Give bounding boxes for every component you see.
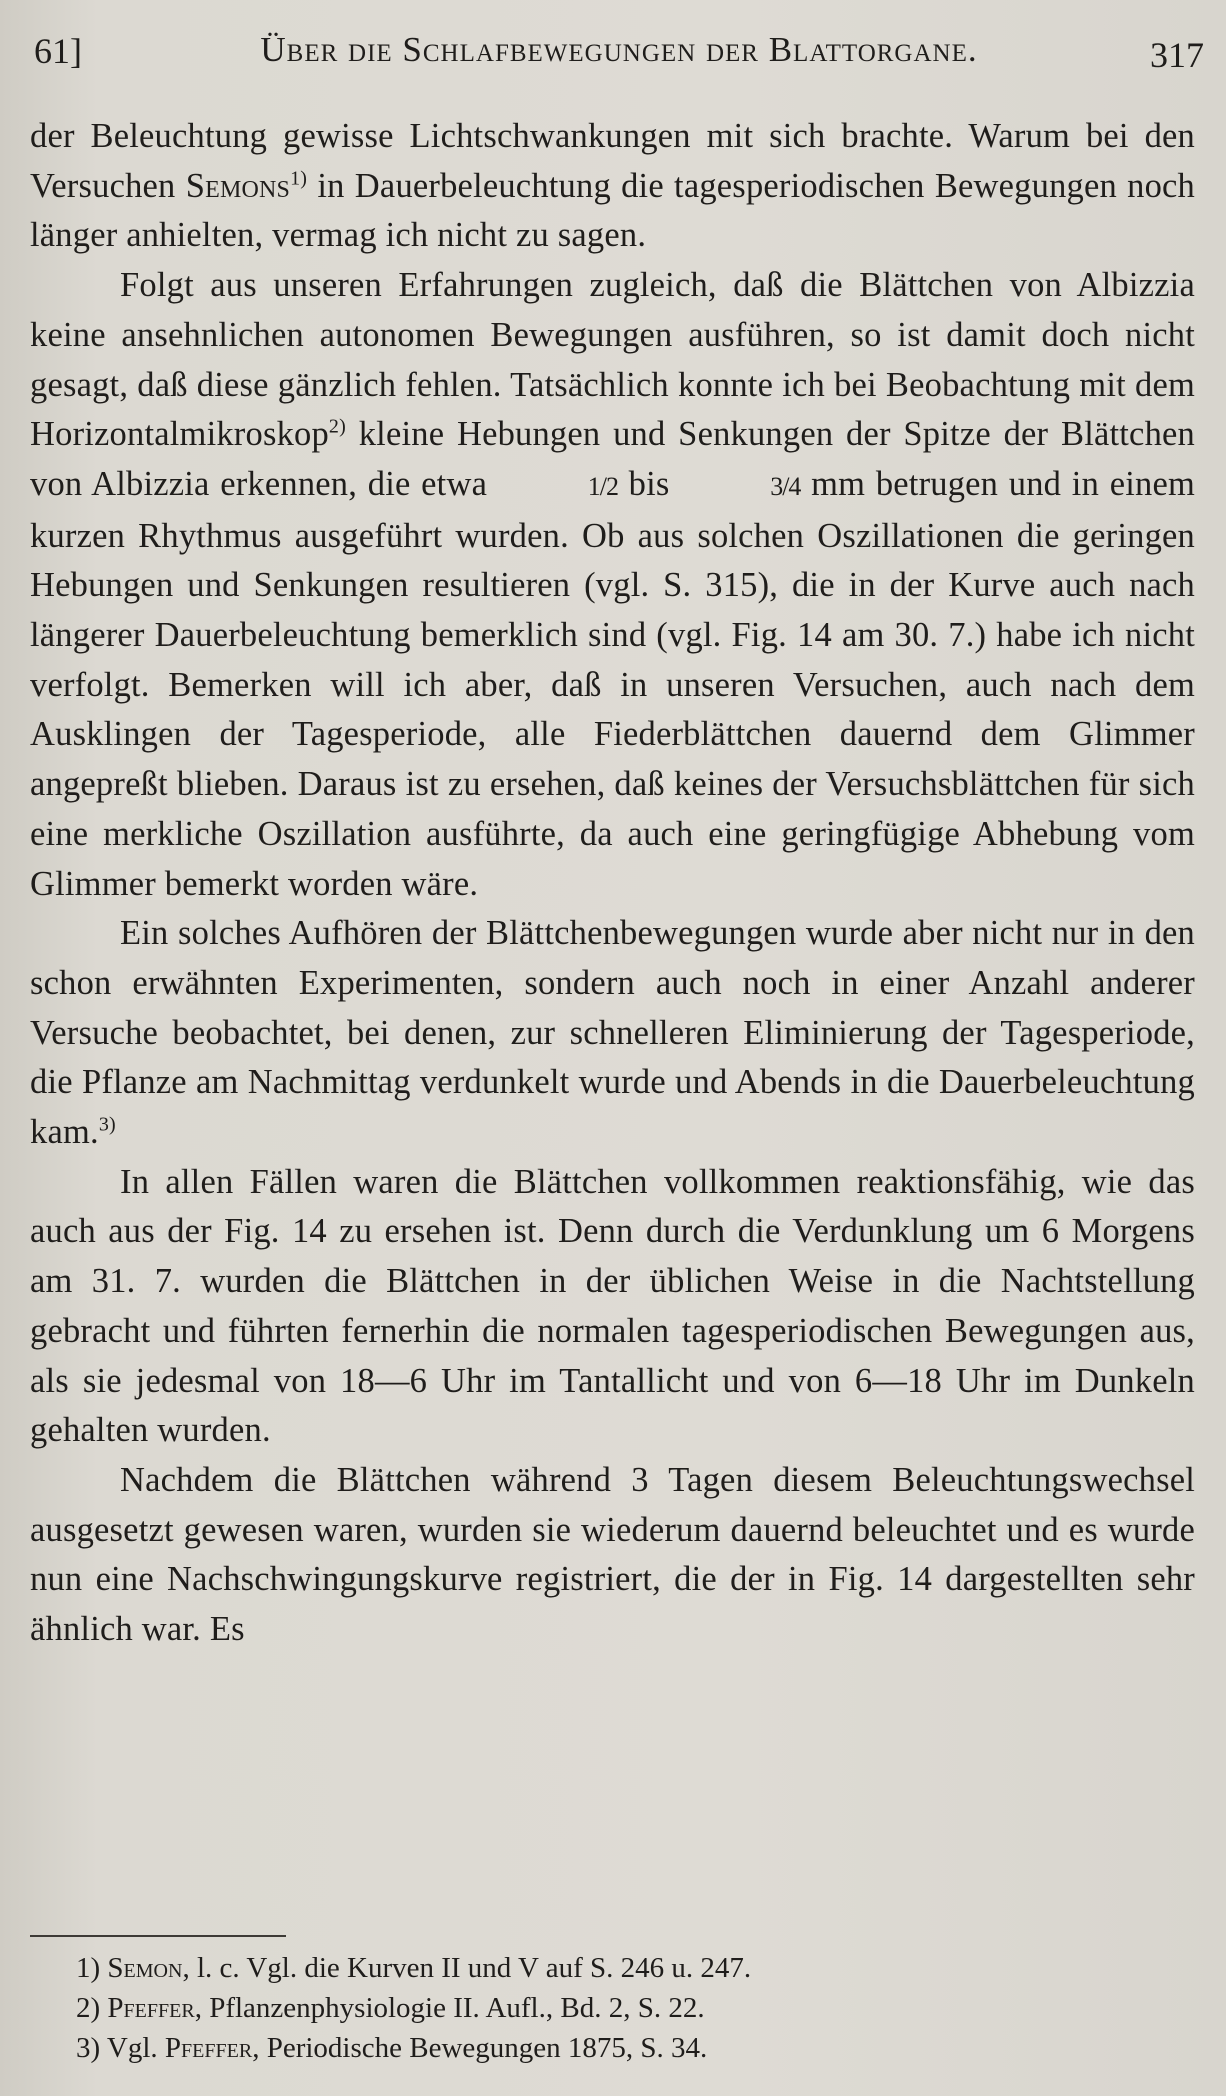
text-run: in Dauerbeleuchtung die tagesperiodischen Bewegungen noch länger anhielten, vermag ich nicht zu sagen. [30,166,1195,255]
footnote-number: 2) [76,1992,101,2024]
footnote-text: , l. c. Vgl. die Kurven II und V auf S. 246 u. 247. [182,1952,752,1984]
paragraph [30,909,1195,1158]
footnote-text: , Pflanzenphysiologie II. Aufl., Bd. 2, S. 22. [194,1992,705,2024]
footnote [76,1988,1176,2028]
text-run: bis [617,464,681,503]
paragraph [30,112,1195,261]
footnote [76,2028,1176,2068]
footnote-ref: 2) [328,415,346,438]
text-run: In allen Fällen waren die Blättchen vollkommen reaktionsfähig, wie das auch aus der Fig. 14 zu ersehen ist. Denn durch die Verdunklung um 6 Morgens am 31. 7. wurden die Blättchen in der üblichen Weise in die Nachtstellung gebracht und führten fernerhin die normalen tagesperiodischen Bewegungen aus, als sie jedesmal von 18—6 Uhr im Tantallicht und von 6—18 Uhr im Dunkeln gehalten wurden. [30,1162,1195,1450]
text-run: Nachdem die Blättchen während 3 Tagen diesem Beleuchtungswechsel ausgesetzt gewesen waren, wurden sie wiederum dauernd beleuchtet und es wurde nun eine Nachschwingungskurve registriert, die der in Fig. 14 dargestellten sehr ähnlich war. Es [30,1460,1195,1649]
footnote-prefix: Vgl. [106,2032,165,2064]
footnote-author: Pfeffer [107,1992,195,2024]
footnote-author: Semon [107,1952,183,1984]
footnotes [76,1948,1176,2068]
text-run: Ein solches Aufhören der Blättchenbewegungen wurde aber nicht nur in den schon erwähnten Experimenten, sondern auch noch in einer Anzahl anderer Versuche beobachtet, bei denen, zur schnelleren Eliminierung der Tagesperiode, die Pflanze am Nachmittag verdunkelt wurde und Abends in die Dauerbeleuchtung kam. [30,914,1195,1152]
running-title: Über die Schlafbewegungen der Blattorgane. [260,30,978,69]
paragraph [30,261,1195,909]
body-text [30,112,1195,1655]
page-number: 317 [1150,35,1204,75]
text-run: mm betrugen und in einem kurzen Rhythmus ausgeführt wurden. Ob aus solchen Oszillationen die geringen Hebungen und Senkungen resultieren (vgl. S. 315), die in der Kurve auch nach längerer Dauerbeleuchtung bemerklich sind (vgl. Fig. 14 am 30. 7.) habe ich nicht verfolgt. Bemerken will ich aber, daß in unseren Versuchen, auch nach dem Ausklingen der Tagesperiode, alle Fiederblättchen dauernd dem Glimmer angepreßt blieben. Daraus ist zu ersehen, daß keines der Versuchsblättchen für sich eine merkliche Oszillation ausführte, da auch eine geringfügige Abhebung vom Glimmer bemerkt worden wäre. [30,464,1195,903]
paragraph [30,1456,1195,1655]
footnote-number: 1) [76,1952,101,1984]
running-header [34,30,1204,90]
footnote-author: Pfeffer [164,2032,253,2064]
footnote-text: , Periodische Bewegungen 1875, S. 34. [252,2032,708,2064]
footnote-ref: 3) [98,1113,116,1136]
fraction: 1/2 [587,471,618,501]
fraction: 3/4 [770,471,801,501]
text-run: der Beleuchtung gewisse Lichtschwankungen mit sich brachte. Warum bei den Versuchen [30,117,1195,205]
paragraph [30,1158,1195,1456]
footnote-ref: 1) [290,167,308,190]
text-run: Folgt aus unseren Erfahrungen zugleich, daß die Blättchen von Albizzia keine ansehnlichen autonomen Bewegungen ausführen, so ist damit doch nicht gesagt, daß diese gänzlich fehlen. Tatsächlich konnte ich bei Beobachtung mit dem Horizontalmikroskop [30,266,1195,454]
footnote-number: 3) [76,2032,101,2064]
chapter-marker: 61] [34,31,82,71]
text-run: kleine Hebungen und Senkungen der Spitze der Blättchen von Albizzia erkennen, die etwa [30,415,1195,503]
footnote-divider [30,1935,286,1937]
author-name: Semons [185,166,291,205]
footnote [76,1948,1176,1988]
